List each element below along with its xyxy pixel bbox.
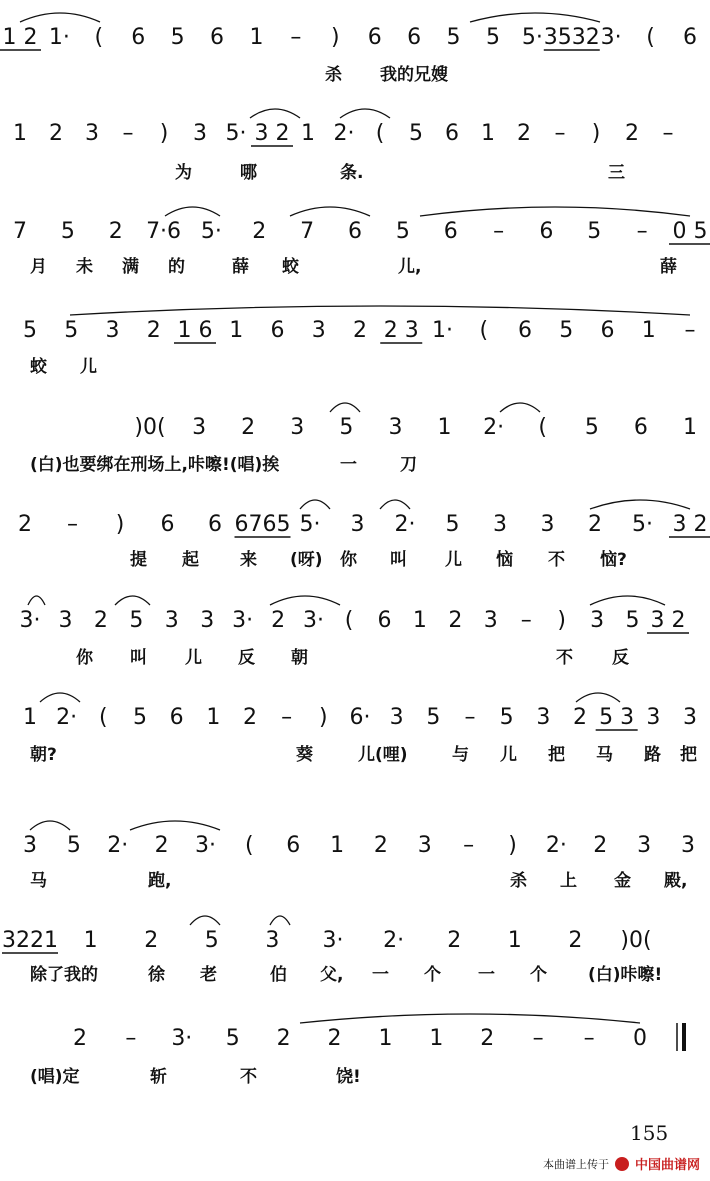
note-token: ( <box>538 415 548 440</box>
note-token: 6 <box>160 512 175 537</box>
note-token: 1 6 <box>177 318 213 343</box>
note-token: 6 <box>518 318 532 343</box>
slur-arc <box>300 500 330 509</box>
note-token: 6· <box>349 705 371 730</box>
note-token: – <box>532 1026 544 1051</box>
slur-arc <box>470 13 600 22</box>
note-token: – <box>464 705 476 730</box>
lyric-text: 个 <box>530 965 547 985</box>
note-token: 5· <box>225 121 247 146</box>
note-token: 5· <box>200 219 222 244</box>
note-token: ( <box>99 705 108 730</box>
note-token: 1 <box>206 705 221 730</box>
note-token: )0( <box>620 928 652 953</box>
note-token: 5 <box>60 219 75 244</box>
lyric-text: 葵 <box>296 745 313 765</box>
note-token: 6 <box>377 608 392 633</box>
note-token: 3 <box>681 833 695 858</box>
note-token: 3 <box>193 121 207 146</box>
lyric-text: 反 <box>612 648 629 668</box>
note-token: 5 <box>559 318 574 343</box>
lyric-text: 蛟 <box>30 357 47 377</box>
footer <box>543 1154 700 1173</box>
lyric-text: 杀 <box>325 65 342 85</box>
lyric-text: 蛟 <box>282 257 299 277</box>
note-token: 7 <box>300 219 315 244</box>
lyric-text: 一 <box>478 965 495 985</box>
note-token: 2 <box>49 121 63 146</box>
note-token: 1 <box>83 928 98 953</box>
note-token: ) <box>319 705 328 730</box>
page-number: 155 <box>630 1121 669 1145</box>
note-token: ) <box>557 608 566 633</box>
note-token: 2 <box>593 833 608 858</box>
note-token: 6 <box>210 25 225 50</box>
note-token: 1 <box>23 705 37 730</box>
lyric-text: 不 <box>548 550 565 570</box>
slur-arc <box>270 916 290 925</box>
note-token: 5 <box>446 25 461 50</box>
note-token: 6 <box>443 219 458 244</box>
note-token: 3· <box>303 608 325 633</box>
note-token: 6 <box>600 318 615 343</box>
lyric-text: 不 <box>240 1067 257 1087</box>
note-token: 1 <box>437 415 452 440</box>
note-token: 0 <box>633 1026 647 1051</box>
note-token: 2 <box>447 928 462 953</box>
slur-arc <box>330 403 360 412</box>
lyric-text: (呀) <box>290 550 323 570</box>
lyric-text: 儿, <box>398 257 422 277</box>
lyric-text: 马 <box>30 871 47 891</box>
slur-arc <box>420 207 690 216</box>
footer-site-name: 中国曲谱网 <box>634 1158 700 1173</box>
score-row <box>23 705 697 765</box>
note-token: 5 <box>133 705 147 730</box>
note-token: 2 <box>243 705 257 730</box>
slur-arc <box>270 596 340 605</box>
note-token: 3 <box>350 512 365 537</box>
lyric-text: 儿 <box>445 550 462 570</box>
note-token: 3· <box>232 608 254 633</box>
note-token: 2 <box>252 219 267 244</box>
slur-arc <box>300 1014 640 1023</box>
note-token: 3 <box>200 608 215 633</box>
note-token: – <box>125 1026 137 1051</box>
note-token: 3 <box>536 705 551 730</box>
note-token: 3· <box>19 608 41 633</box>
score-row <box>0 25 697 85</box>
note-token: – <box>67 512 78 537</box>
note-token: 6 <box>445 121 459 146</box>
score-row <box>23 833 695 891</box>
note-token: 2 <box>276 1026 291 1051</box>
note-token: 3 <box>646 705 661 730</box>
note-token: 5· <box>299 512 321 537</box>
note-token: 5 <box>587 219 602 244</box>
note-token: 2 <box>154 833 169 858</box>
score-row <box>13 121 674 183</box>
score-row <box>30 415 697 475</box>
note-token: 2 <box>73 1026 87 1051</box>
note-token: 1 <box>378 1026 393 1051</box>
note-token: 6765 <box>234 512 291 537</box>
slur-arc <box>590 596 665 605</box>
note-token: 2 <box>373 833 388 858</box>
note-token: 3 <box>540 512 555 537</box>
note-token: 5 <box>64 318 79 343</box>
lyric-text: 不 <box>556 648 573 668</box>
note-token: 2 3 <box>383 318 419 343</box>
slur-arc <box>500 403 540 412</box>
note-token: 2 <box>327 1026 342 1051</box>
lyric-text: 与 <box>452 745 469 765</box>
note-token: 2 <box>144 928 159 953</box>
lyric-text: 个 <box>424 965 441 985</box>
note-token: – <box>290 25 302 50</box>
lyric-text: 把 <box>680 745 697 765</box>
site-logo-icon <box>615 1157 629 1171</box>
note-token: 5 <box>426 705 441 730</box>
slur-arc <box>250 109 300 118</box>
note-token: 5 3 <box>599 705 635 730</box>
lyric-text: 一 <box>340 455 357 475</box>
lyric-text: 朝? <box>30 745 57 765</box>
note-token: 3· <box>194 833 216 858</box>
note-token: 3 <box>590 608 605 633</box>
lyric-text: 反 <box>238 648 255 668</box>
note-token: 2 <box>18 512 32 537</box>
note-token: ) <box>115 512 125 537</box>
note-token: 6 <box>270 318 285 343</box>
lyric-text: 跑, <box>148 871 172 891</box>
note-token: 6 <box>633 415 648 440</box>
lyric-text: 把 <box>548 745 565 765</box>
note-token: 5 <box>23 318 37 343</box>
note-token: 2 <box>93 608 108 633</box>
note-token: 1· <box>432 318 453 343</box>
note-token: 5· <box>632 512 653 537</box>
note-token: 2 <box>568 928 583 953</box>
lyric-text: 老 <box>200 965 217 985</box>
note-token: 6 <box>348 219 362 244</box>
note-token: 3 <box>265 928 280 953</box>
slur-arc <box>590 500 690 509</box>
note-token: 5 <box>485 25 500 50</box>
note-token: 2 <box>517 121 531 146</box>
note-token: 1 <box>507 928 522 953</box>
note-token: 3 <box>311 318 326 343</box>
lyric-text: 提 <box>130 550 147 570</box>
note-token: 1 <box>330 833 345 858</box>
note-token: – <box>281 705 293 730</box>
note-token: 3221 <box>2 928 58 953</box>
note-token: 3· <box>600 25 622 50</box>
lyric-text: 伯 <box>270 965 287 985</box>
note-token: – <box>583 1026 595 1051</box>
lyric-text: 徐 <box>148 965 165 985</box>
slur-arc <box>115 596 150 605</box>
note-token: 3 <box>483 608 498 633</box>
note-token: 3 <box>417 833 432 858</box>
note-token: 2 <box>448 608 463 633</box>
note-token: – <box>463 833 475 858</box>
note-token: 2 <box>241 415 256 440</box>
slur-arc <box>190 916 220 925</box>
note-token: 5 <box>170 25 185 50</box>
note-token: 2· <box>333 121 355 146</box>
note-token: 6 <box>208 512 222 537</box>
note-token: 3 <box>683 705 697 730</box>
note-token: 3 <box>85 121 99 146</box>
note-token: 7·6 <box>146 219 182 244</box>
note-token: 2 <box>108 219 123 244</box>
slur-arc <box>30 821 70 830</box>
lyric-text: 条. <box>340 163 364 183</box>
note-token: ( <box>245 833 254 858</box>
note-token: 5 <box>499 705 514 730</box>
note-token: 5· <box>521 25 543 50</box>
note-token: 3532 <box>543 25 600 50</box>
note-token: 3 <box>389 705 404 730</box>
lyric-text: 来 <box>240 550 257 570</box>
note-token: 2· <box>394 512 416 537</box>
note-token: ) <box>330 25 340 50</box>
footer-upload-text: 本曲谱上传于 <box>542 1157 609 1171</box>
note-token: 3 <box>105 318 120 343</box>
note-token: 3 2 <box>672 512 708 537</box>
note-token: )0( <box>134 415 166 440</box>
note-token: – <box>636 219 648 244</box>
note-token: ( <box>646 25 655 50</box>
note-token: 3 <box>388 415 403 440</box>
note-token: 3 <box>637 833 652 858</box>
lyric-text: 饶! <box>336 1067 361 1087</box>
note-token: 2 <box>588 512 602 537</box>
lyric-text: 儿(哩) <box>358 745 408 765</box>
lyric-text: (白)咔嚓! <box>588 965 663 985</box>
note-token: 5 <box>625 608 640 633</box>
lyric-text: 叫 <box>390 550 407 570</box>
note-token: 5 <box>66 833 81 858</box>
lyric-text: 恼 <box>496 550 513 570</box>
note-token: 3 <box>493 512 507 537</box>
lyric-text: 斩 <box>150 1067 167 1087</box>
lyric-text: 儿 <box>500 745 517 765</box>
lyric-text: 起 <box>182 550 199 570</box>
slur-arc <box>290 207 370 216</box>
lyric-text: 为 <box>175 163 192 183</box>
note-token: 2 <box>573 705 587 730</box>
lyric-text: 你 <box>340 550 357 570</box>
lyric-text: 儿 <box>185 648 202 668</box>
note-token: 3 <box>192 415 207 440</box>
note-token: – <box>122 121 134 146</box>
note-token: 2 <box>271 608 286 633</box>
lyric-text: 除了我的 <box>30 965 98 985</box>
slur-arc <box>70 306 690 315</box>
note-token: 1 <box>13 121 27 146</box>
note-token: 1 <box>481 121 495 146</box>
note-token: 3· <box>171 1026 193 1051</box>
score-row <box>13 219 710 277</box>
lyric-text: 月 <box>30 257 47 277</box>
note-token: ) <box>508 833 517 858</box>
note-token: 5 <box>339 415 354 440</box>
note-token: 3· <box>322 928 344 953</box>
slur-arc <box>340 109 390 118</box>
note-token: 6 <box>539 219 554 244</box>
slur-arc <box>380 500 410 509</box>
note-token: 5 <box>204 928 219 953</box>
lyric-text: 的 <box>168 257 185 277</box>
note-token: 2· <box>107 833 129 858</box>
lyric-text: 路 <box>644 745 661 765</box>
slur-arc <box>130 821 220 830</box>
note-token: 3 <box>23 833 37 858</box>
lyric-text: (唱)定 <box>30 1067 80 1087</box>
lyric-text: 你 <box>76 648 93 668</box>
lyric-text: 金 <box>614 871 631 891</box>
lyric-text: 上 <box>560 871 577 891</box>
note-token: – <box>684 318 696 343</box>
slur-arc <box>28 596 45 605</box>
note-token: 6 <box>367 25 382 50</box>
note-token: 2· <box>56 705 78 730</box>
lyric-text: 我的兄嫂 <box>380 65 448 85</box>
note-token: 1 <box>412 608 427 633</box>
note-token: 1 <box>683 415 697 440</box>
note-token: – <box>662 121 674 146</box>
lyric-text: (白)也要绑在刑场上,咔嚓!(唱)挨 <box>30 455 280 475</box>
note-token: 5 <box>409 121 423 146</box>
note-token: 2· <box>545 833 567 858</box>
lyric-text: 哪 <box>240 163 257 183</box>
note-token: 1 <box>301 121 315 146</box>
note-token: 3 2 <box>650 608 686 633</box>
lyric-text: 殿, <box>664 871 688 891</box>
note-token: 5 <box>395 219 410 244</box>
lyric-text: 恼? <box>600 550 627 570</box>
note-token: 6 <box>407 25 422 50</box>
lyric-text: 儿 <box>80 357 97 377</box>
score-row <box>23 318 696 377</box>
note-token: ( <box>479 318 489 343</box>
note-token: 1 2 <box>2 25 38 50</box>
note-token: – <box>554 121 566 146</box>
note-token: – <box>520 608 532 633</box>
score-row <box>2 928 662 985</box>
lyric-text: 叫 <box>130 648 147 668</box>
lyric-text: 一 <box>372 965 389 985</box>
note-token: ( <box>344 608 354 633</box>
note-token: ( <box>94 25 104 50</box>
note-token: ( <box>375 121 385 146</box>
score-row <box>18 512 710 570</box>
note-token: 2· <box>383 928 405 953</box>
lyric-text: 父, <box>320 965 344 985</box>
lyric-text: 三 <box>608 163 625 183</box>
lyric-text: 朝 <box>291 648 308 668</box>
slur-arc <box>20 13 100 22</box>
note-token: 2 <box>146 318 161 343</box>
note-token: 5 <box>129 608 144 633</box>
note-token: 6 <box>169 705 184 730</box>
note-token: 3 <box>58 608 73 633</box>
note-token: 2 <box>480 1026 495 1051</box>
slur-arc <box>165 207 220 216</box>
note-token: 1 <box>249 25 264 50</box>
note-token: 6 <box>131 25 146 50</box>
score-row <box>20 608 690 668</box>
note-token: 1 <box>641 318 656 343</box>
score-row <box>30 1026 647 1087</box>
note-token: 3 <box>290 415 305 440</box>
note-token: 6 <box>286 833 301 858</box>
note-token: 7 <box>13 219 27 244</box>
lyric-text: 未 <box>76 257 93 277</box>
note-token: 5 <box>584 415 599 440</box>
lyric-text: 马 <box>596 745 613 765</box>
note-token: 2 <box>625 121 639 146</box>
note-token: 5 <box>225 1026 240 1051</box>
note-token: 1 <box>429 1026 444 1051</box>
slur-arc <box>40 693 80 702</box>
note-token: 0 5 <box>672 219 708 244</box>
lyric-text: 薛 <box>660 257 677 277</box>
note-token: 5 <box>445 512 460 537</box>
lyric-text: 刀 <box>400 455 417 475</box>
note-token: 1 <box>229 318 244 343</box>
lyric-text: 杀 <box>510 871 527 891</box>
note-token: – <box>493 219 505 244</box>
note-token: 3 2 <box>254 121 290 146</box>
lyric-text: 薛 <box>232 257 249 277</box>
note-token: 3 <box>164 608 179 633</box>
note-token: ) <box>591 121 601 146</box>
lyric-text: 满 <box>122 257 139 277</box>
note-token: 2· <box>483 415 505 440</box>
note-token: 1· <box>48 25 70 50</box>
note-token: 6 <box>683 25 697 50</box>
note-token: 2 <box>353 318 367 343</box>
slur-arc <box>576 693 620 702</box>
note-token: ) <box>159 121 169 146</box>
